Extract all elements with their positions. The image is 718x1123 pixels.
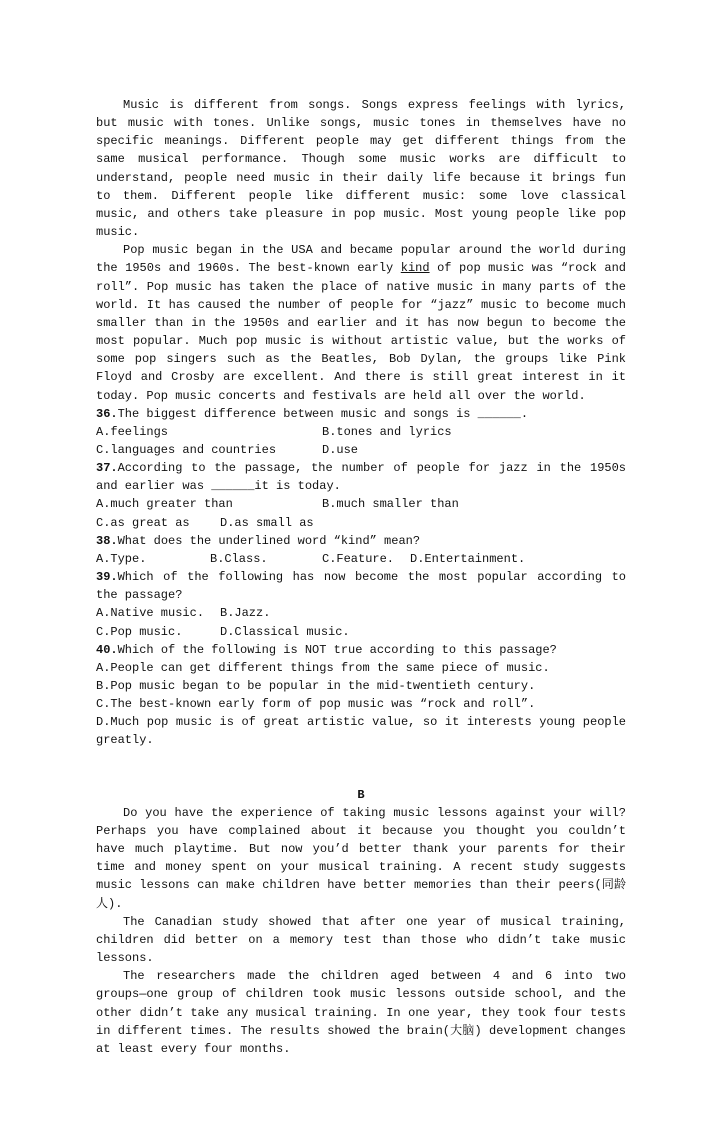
- question-text: What does the underlined word “kind” mean?: [117, 533, 421, 548]
- question-40: [96, 641, 626, 659]
- passage-b-paragraph-3: The researchers made the children aged between 4 and 6 into two groups—one group of children took music lessons outside school, and the other didn’t take any musical training. In one year, they took four tests in different times. The results showed the brain(大脑) development changes at least every four months.: [96, 969, 626, 1056]
- question-number: 40.: [96, 642, 118, 657]
- passage-a-paragraph-1: Music is different from songs. Songs express feelings with lyrics, but music with tones. Unlike songs, music tones in themselves have no specific meanings. Different people may get different things from the same musical performance. Though some music works are difficult to understand, people need music in their daily life because it brings fun to them. Different people like different music: some love classical music, and others take pleasure in pop music. Most young people like pop music.: [96, 98, 626, 240]
- document-page: [96, 96, 626, 1058]
- passage-b-paragraph-2: The Canadian study showed that after one year of musical training, children did better on a memory test than those who didn’t take music lessons.: [96, 914, 626, 966]
- passage-a-paragraph-2: [96, 241, 626, 404]
- question-text: Which of the following has now become the most popular according to the passage?: [96, 570, 626, 603]
- question-text: According to the passage, the number of people for jazz in the 1950s and earlier was ______it is today.: [96, 461, 626, 494]
- question-text: Which of the following is NOT true according to this passage?: [117, 642, 557, 657]
- option-b: B.Class.: [210, 551, 268, 566]
- option-c: C.languages and countries: [96, 442, 277, 457]
- question-37: [96, 459, 626, 495]
- option-b: B.tones and lyrics: [322, 424, 452, 439]
- option-a: A.Native music.: [96, 606, 205, 621]
- option-c: C.Pop music.: [96, 624, 183, 639]
- option-c: C.The best-known early form of pop music was “rock and roll”.: [96, 697, 536, 712]
- section-heading-b: B: [357, 787, 365, 802]
- question-38: [96, 532, 626, 550]
- underlined-word-kind: kind: [400, 261, 430, 276]
- option-d: D.Much pop music is of great artistic value, so it interests young people greatly.: [96, 715, 626, 748]
- paragraph-2-part-1: Pop music began in the USA and became popular around the world during the 1950s and 1960s. The best-known early: [96, 243, 626, 276]
- question-number: 39.: [96, 570, 118, 585]
- spacer: [96, 750, 626, 768]
- option-a: A.much greater than: [96, 497, 233, 512]
- options-row: [96, 495, 626, 513]
- option-b: B.much smaller than: [322, 497, 459, 512]
- options-row: [96, 623, 626, 641]
- options-row: [96, 514, 626, 532]
- option-d: D.use: [322, 442, 359, 457]
- options-row: [96, 423, 626, 441]
- question-text: The biggest difference between music and songs is ______.: [117, 406, 529, 421]
- option-d: D.Classical music.: [220, 624, 350, 639]
- passage-b-paragraph-1: Do you have the experience of taking music lessons against your will? Perhaps you have complained about it because you thought you couldn’t have much playtime. But now you’d better thank your parents for their time and money spent on your musical training. A recent study suggests music lessons can make children have better memories than their peers(同龄人).: [96, 805, 626, 911]
- question-number: 38.: [96, 533, 118, 548]
- option-b: B.Jazz.: [220, 606, 271, 621]
- option-a: A.People can get different things from the same piece of music.: [96, 660, 550, 675]
- option-c: C.as great as: [96, 515, 190, 530]
- options-row: [96, 604, 626, 622]
- question-36: [96, 405, 626, 423]
- question-number: 37.: [96, 461, 118, 476]
- options-row: [96, 550, 626, 568]
- option-a: A.feelings: [96, 424, 169, 439]
- option-d: D.Entertainment.: [410, 551, 526, 566]
- paragraph-2-part-2: of pop music was “rock and roll”. Pop music has taken the place of native music in many parts of the world. It has caused the number of people for “jazz” music to become much smaller than in the 1950s and earlier and it has now begun to become the most popular. Much pop music is without artistic value, but the works of some pop singers such as the Beatles, Bob Dylan, the groups like Pink Floyd and Crosby are excellent. And there is still great interest in it today. Pop music concerts and festivals are held all over the world.: [96, 261, 626, 403]
- question-number: 36.: [96, 406, 118, 421]
- option-a: A.Type.: [96, 551, 147, 566]
- question-39: [96, 568, 626, 604]
- option-d: D.as small as: [220, 515, 314, 530]
- options-row: [96, 441, 626, 459]
- option-c: C.Feature.: [322, 551, 395, 566]
- option-b: B.Pop music began to be popular in the mid-twentieth century.: [96, 679, 536, 693]
